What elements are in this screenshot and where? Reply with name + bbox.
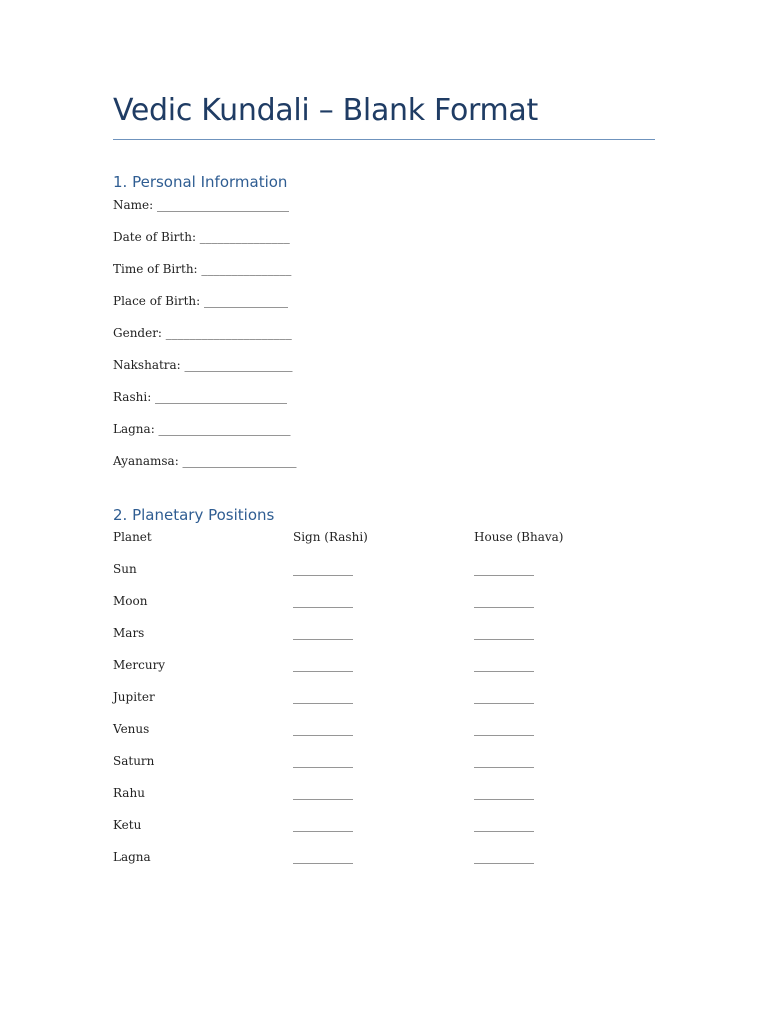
position-row-sun	[113, 561, 655, 577]
field-time-of-birth: Time of Birth: _______________	[113, 262, 292, 276]
house-blank: __________	[474, 658, 534, 672]
planet-name: Sun	[113, 562, 137, 576]
position-row-venus	[113, 721, 655, 737]
house-blank: __________	[474, 818, 534, 832]
field-date-of-birth: Date of Birth: _______________	[113, 230, 290, 244]
planet-name: Saturn	[113, 754, 155, 768]
sign-blank: __________	[293, 786, 353, 800]
sign-blank: __________	[293, 754, 353, 768]
position-row-ketu	[113, 817, 655, 833]
position-row-mercury	[113, 657, 655, 673]
planet-name: Mercury	[113, 658, 166, 672]
sign-blank: __________	[293, 818, 353, 832]
sign-blank: __________	[293, 562, 353, 576]
house-blank: __________	[474, 722, 534, 736]
house-blank: __________	[474, 690, 534, 704]
positions-header-row	[113, 529, 655, 545]
planet-name: Lagna	[113, 850, 151, 864]
field-lagna: Lagna: ______________________	[113, 422, 291, 436]
house-blank: __________	[474, 626, 534, 640]
position-row-moon	[113, 593, 655, 609]
position-row-saturn	[113, 753, 655, 769]
section-heading-personal-information: 1. Personal Information	[113, 173, 288, 191]
column-header-planet: Planet	[113, 530, 152, 544]
sign-blank: __________	[293, 722, 353, 736]
sign-blank: __________	[293, 594, 353, 608]
page-title: Vedic Kundali – Blank Format	[113, 93, 538, 128]
sign-blank: __________	[293, 626, 353, 640]
title-divider	[113, 139, 655, 140]
planet-name: Moon	[113, 594, 148, 608]
field-nakshatra: Nakshatra: __________________	[113, 358, 293, 372]
field-ayanamsa: Ayanamsa: ___________________	[113, 454, 297, 468]
sign-blank: __________	[293, 690, 353, 704]
section-heading-planetary-positions: 2. Planetary Positions	[113, 506, 275, 524]
planet-name: Rahu	[113, 786, 145, 800]
position-row-lagna	[113, 849, 655, 865]
house-blank: __________	[474, 754, 534, 768]
column-header-house: House (Bhava)	[474, 530, 564, 544]
house-blank: __________	[474, 562, 534, 576]
sign-blank: __________	[293, 658, 353, 672]
house-blank: __________	[474, 850, 534, 864]
house-blank: __________	[474, 594, 534, 608]
column-header-sign: Sign (Rashi)	[293, 530, 368, 544]
sign-blank: __________	[293, 850, 353, 864]
field-gender: Gender: _____________________	[113, 326, 292, 340]
position-row-rahu	[113, 785, 655, 801]
position-row-mars	[113, 625, 655, 641]
planet-name: Mars	[113, 626, 145, 640]
field-place-of-birth: Place of Birth: ______________	[113, 294, 288, 308]
field-name: Name: ______________________	[113, 198, 289, 212]
planet-name: Ketu	[113, 818, 142, 832]
house-blank: __________	[474, 786, 534, 800]
planet-name: Venus	[113, 722, 150, 736]
field-rashi: Rashi: ______________________	[113, 390, 288, 404]
planet-name: Jupiter	[113, 690, 155, 704]
position-row-jupiter	[113, 689, 655, 705]
